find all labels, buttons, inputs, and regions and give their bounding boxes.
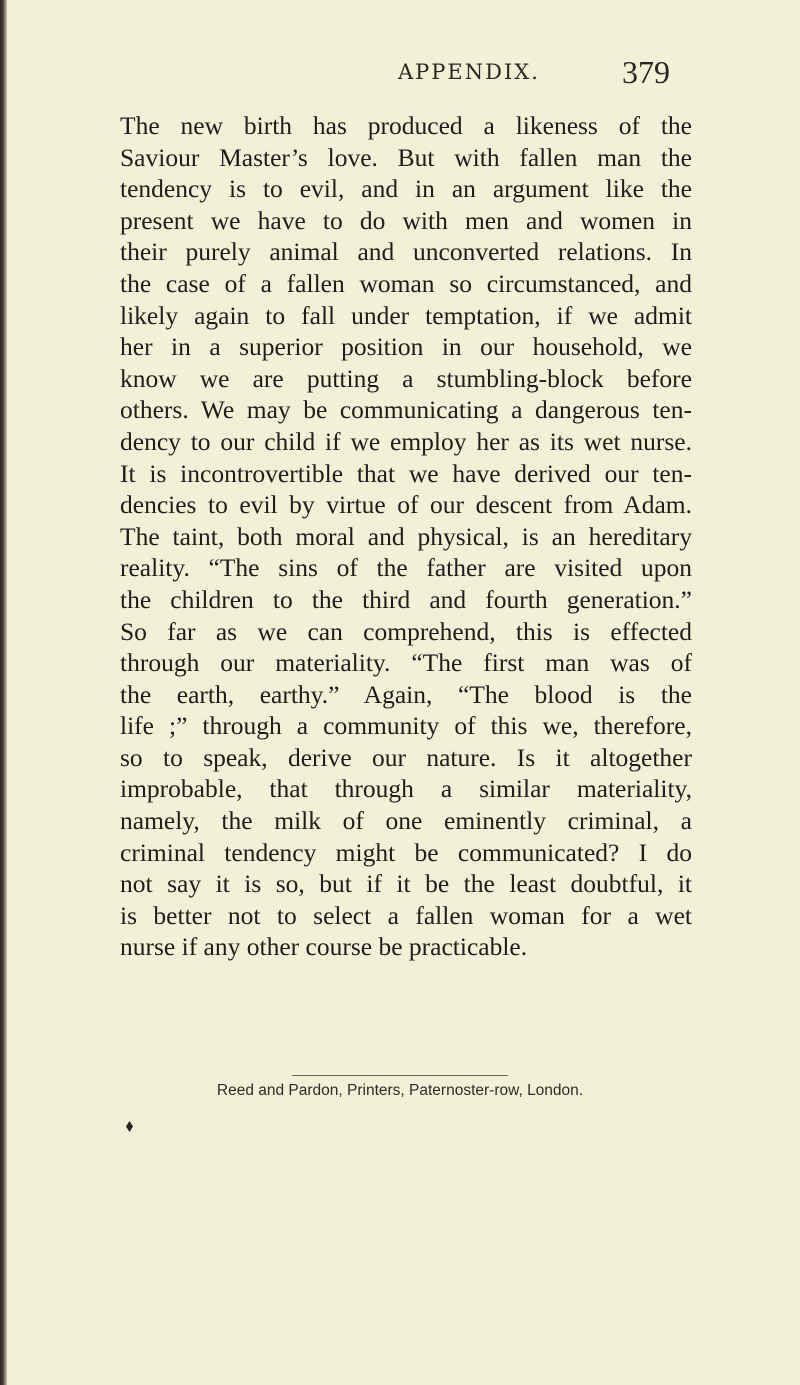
printer-mark-icon: [126, 1121, 133, 1132]
text-line: tendency is to evil, and in an argument like the: [120, 174, 692, 204]
text-line: present we have to do with men and women in: [120, 205, 692, 235]
text-line: So far as we can comprehend, this is effected: [120, 616, 692, 646]
text-line: It is incontrovertible that we have derived our ten-: [120, 458, 692, 488]
imprint-rule: [292, 1075, 508, 1076]
text-line: so to speak, derive our nature. Is it altogether: [120, 742, 692, 772]
text-line: know we are putting a stumbling-block before: [120, 363, 692, 393]
text-line: the children to the third and fourth generation.”: [120, 584, 692, 614]
page-header: [0, 50, 800, 98]
body-text: [120, 110, 692, 963]
printer-imprint: Reed and Pardon, Printers, Paternoster-row, London.: [216, 1082, 584, 1099]
text-line: The new birth has produced a likeness of the: [120, 111, 692, 140]
page-number: 379: [622, 54, 670, 90]
text-line: likely again to fall under temptation, if we admit: [120, 300, 692, 330]
text-line: others. We may be communicating a dangerous ten-: [120, 395, 692, 425]
text-line: nurse if any other course be practicable.: [120, 932, 528, 962]
text-line: through our materiality. “The first man was of: [120, 648, 692, 678]
text-line: improbable, that through a similar materiality,: [120, 774, 692, 804]
page-binding-edge: [0, 0, 7, 1385]
text-line: her in a superior position in our household, we: [120, 332, 692, 362]
text-line: is better not to select a fallen woman for a wet: [120, 900, 692, 930]
text-line: their purely animal and unconverted relations. In: [120, 237, 692, 267]
running-head: APPENDIX.: [398, 60, 540, 84]
text-line: namely, the milk of one eminently criminal, a: [120, 806, 692, 836]
text-line: life ;” through a community of this we, therefore,: [120, 711, 692, 741]
text-line: dency to our child if we employ her as its wet nurse.: [120, 426, 692, 456]
text-line: The taint, both moral and physical, is an hereditary: [120, 521, 692, 551]
text-line: criminal tendency might be communicated? I do: [120, 837, 692, 867]
text-line: dencies to evil by virtue of our descent from Adam.: [120, 490, 692, 520]
text-line: the case of a fallen woman so circumstanced, and: [120, 268, 692, 298]
text-line: Saviour Master’s love. But with fallen man the: [120, 142, 692, 172]
text-line: not say it is so, but if it be the least doubtful, it: [120, 869, 692, 899]
text-line: reality. “The sins of the father are visited upon: [120, 553, 692, 583]
text-line: the earth, earthy.” Again, “The blood is the: [120, 679, 692, 709]
